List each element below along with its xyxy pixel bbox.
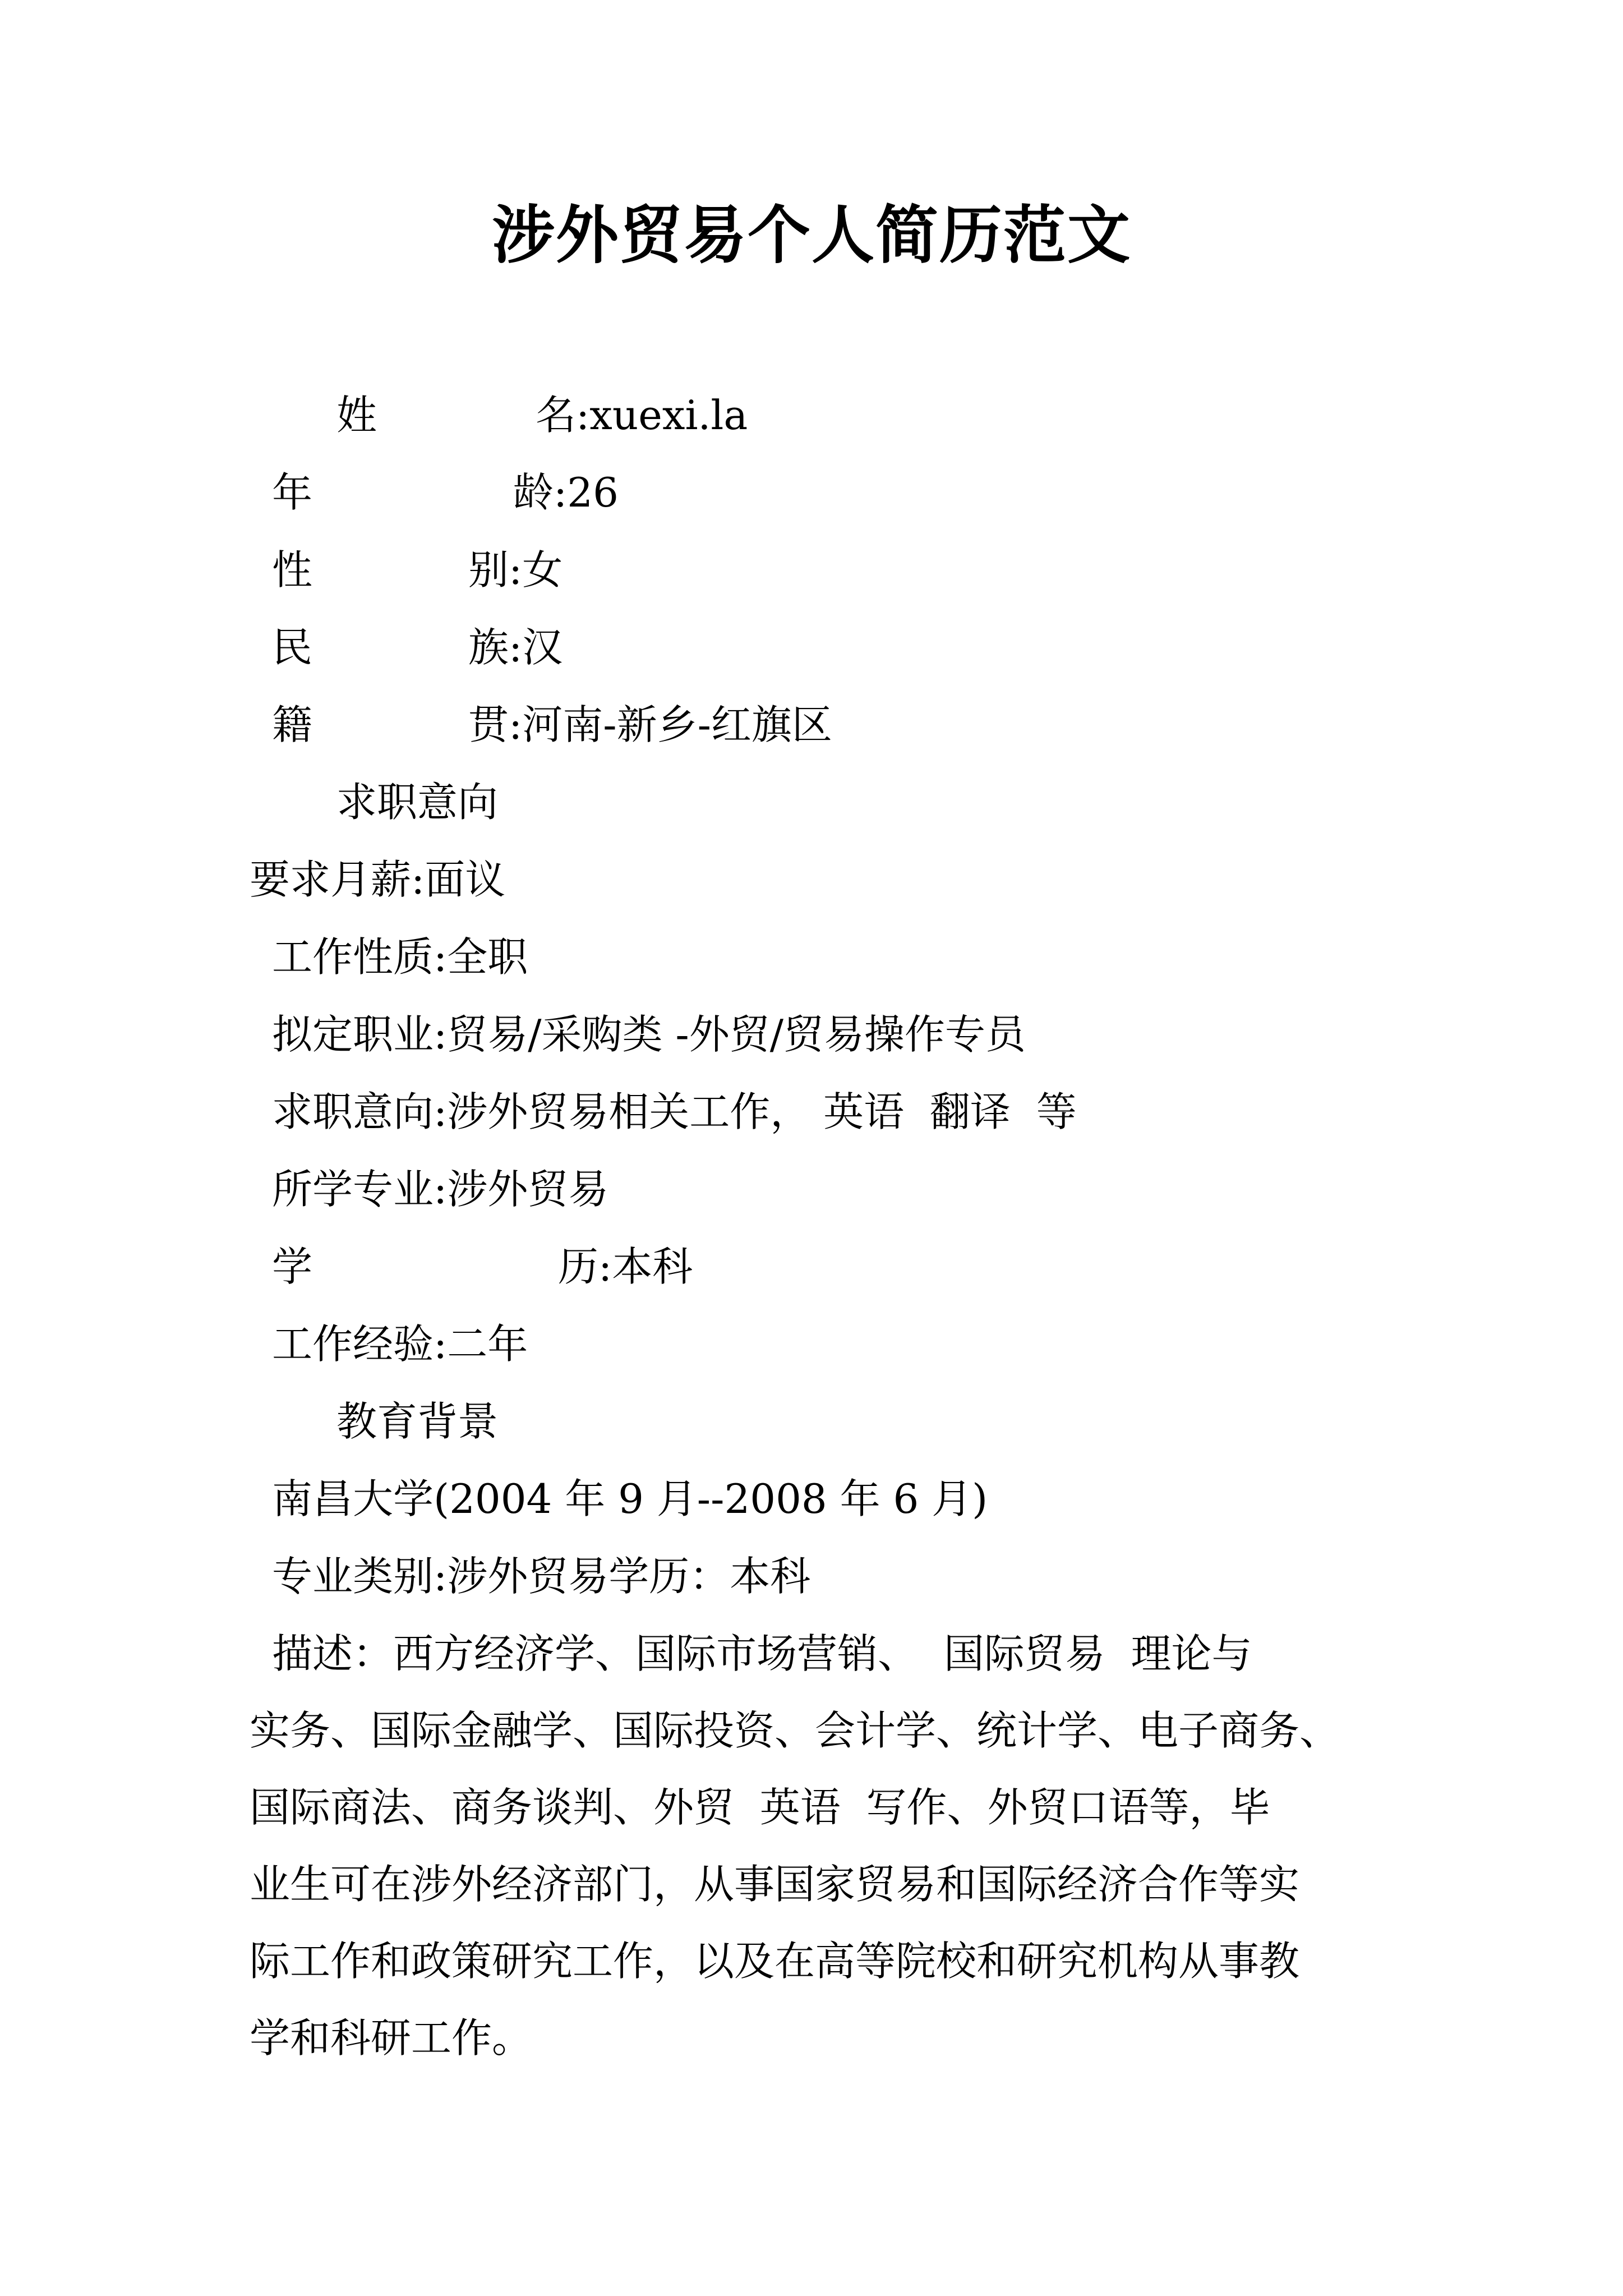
description-line: 实务、国际金融学、国际投资、会计学、统计学、电子商务、	[250, 1707, 1340, 1754]
gender-row	[468, 542, 562, 598]
origin-row	[468, 697, 832, 753]
description-line: 国际商法、商务谈判、外贸 英语 写作、外贸口语等，毕	[250, 1784, 1270, 1831]
age-label-b: 龄:	[513, 469, 568, 516]
description-line: 学和科研工作。	[250, 2014, 533, 2062]
degree-label-b: 历:	[558, 1243, 612, 1290]
age-value: 26	[567, 469, 619, 516]
origin-label-b: 贯:	[468, 701, 523, 748]
category-line: 专业类别:涉外贸易学历：本科	[272, 1553, 811, 1600]
degree-label-a: 学	[272, 1243, 313, 1290]
intent-heading: 求职意向	[336, 779, 499, 826]
ethnicity-value: 汉	[522, 624, 563, 671]
occupation-line: 拟定职业:贸易/采购类 -外贸/贸易操作专员	[272, 1011, 1026, 1058]
gender-value: 女	[522, 546, 563, 593]
ethnicity-label-a: 民	[272, 624, 313, 671]
salary-line: 要求月薪:面议	[250, 856, 506, 903]
intention-line: 求职意向:涉外贸易相关工作， 英语 翻译 等	[272, 1088, 1077, 1135]
ethnicity-label-b: 族:	[468, 624, 523, 671]
education-description	[250, 1616, 1388, 2077]
name-row	[536, 387, 748, 443]
gender-label-a: 性	[272, 546, 313, 593]
name-value: xuexi.la	[589, 392, 748, 439]
gender-label-b: 别:	[468, 546, 523, 593]
nature-line: 工作性质:全职	[272, 933, 528, 981]
degree-row	[558, 1239, 693, 1295]
page-title: 涉外贸易个人简历范文	[492, 199, 1131, 272]
origin-value: 河南-新乡-红旗区	[522, 701, 832, 748]
age-label-a: 年	[272, 469, 313, 516]
description-line: 业生可在涉外经济部门，从事国家贸易和国际经济合作等实	[250, 1861, 1300, 1908]
description-line: 描述：西方经济学、国际市场营销、 国际贸易 理论与	[272, 1630, 1252, 1677]
age-row	[513, 464, 619, 521]
experience-line: 工作经验:二年	[272, 1320, 528, 1368]
name-label-b: 名:	[536, 392, 590, 439]
degree-value: 本科	[612, 1243, 693, 1290]
origin-label-a: 籍	[272, 701, 313, 748]
ethnicity-row	[468, 619, 562, 675]
education-heading: 教育背景	[336, 1398, 499, 1445]
school-line: 南昌大学(2004 年 9 月--2008 年 6 月)	[272, 1475, 988, 1522]
major-line: 所学专业:涉外贸易	[272, 1166, 609, 1213]
name-label-a: 姓	[336, 392, 377, 439]
description-line: 际工作和政策研究工作，以及在高等院校和研究机构从事教	[250, 1938, 1300, 1985]
